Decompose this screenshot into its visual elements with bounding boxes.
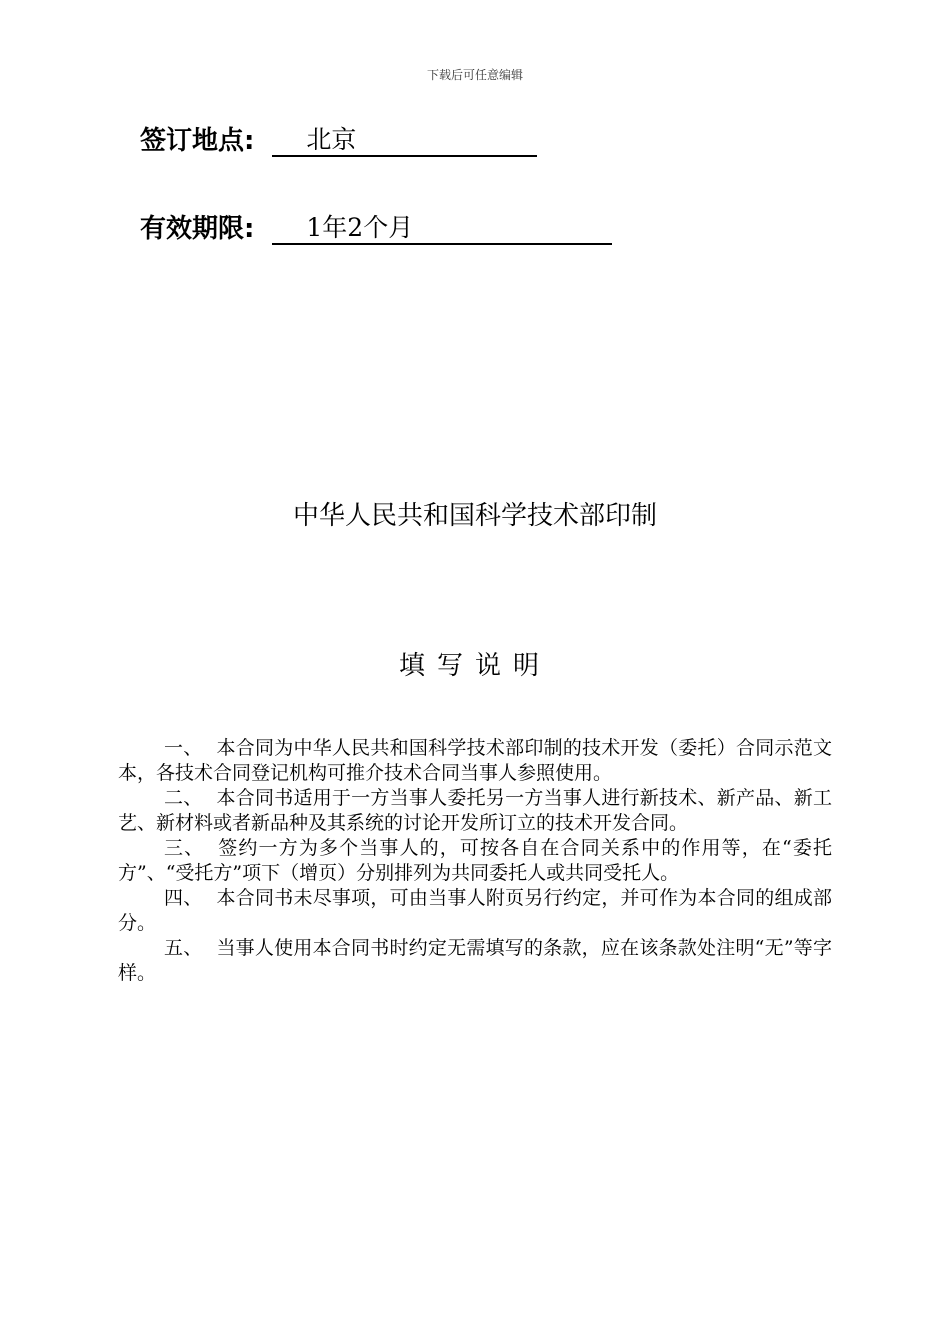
signing-place-label: 签订地点: [140,126,255,156]
instruction-item [118,736,832,786]
instruction-text: 本合同为中华人民共和国科学技术部印制的技术开发（委托）合同示范文本，各技术合同登记机构可推介技术合同当事人参照使用。 [118,737,832,784]
validity-term-label: 有效期限: [140,214,255,244]
instruction-item [118,886,832,936]
instruction-item [118,786,832,836]
publisher-line: 中华人民共和国科学技术部印制 [292,501,657,531]
instruction-number: 五、 [164,937,203,959]
instructions-list [118,736,832,986]
validity-term-row [140,205,612,245]
instruction-number: 三、 [164,837,205,859]
instruction-text: 本合同书未尽事项，可由当事人附页另行约定，并可作为本合同的组成部分。 [118,887,832,934]
instruction-text: 签约一方为多个当事人的，可按各自在合同关系中的作用等，在“委托方”、“受托方”项下（增页）分别排列为共同委托人或共同受托人。 [118,837,832,884]
instruction-number: 四、 [164,887,203,909]
header-note: 下载后可任意编辑 [426,68,523,82]
instruction-text: 本合同书适用于一方当事人委托另一方当事人进行新技术、新产品、新工艺、新材料或者新品种及其系统的讨论开发所订立的技术开发合同。 [118,787,832,834]
instruction-number: 二、 [164,787,203,809]
signing-place-value: 北京 [272,125,537,157]
instruction-item [118,936,832,986]
signing-place-row [140,117,537,157]
validity-term-value: 1年2个月 [272,213,612,245]
instruction-item [118,836,832,886]
instructions-title: 填写说明 [398,651,551,681]
instruction-text: 当事人使用本合同书时约定无需填写的条款，应在该条款处注明“无”等字样。 [118,937,832,984]
instruction-number: 一、 [164,737,203,759]
